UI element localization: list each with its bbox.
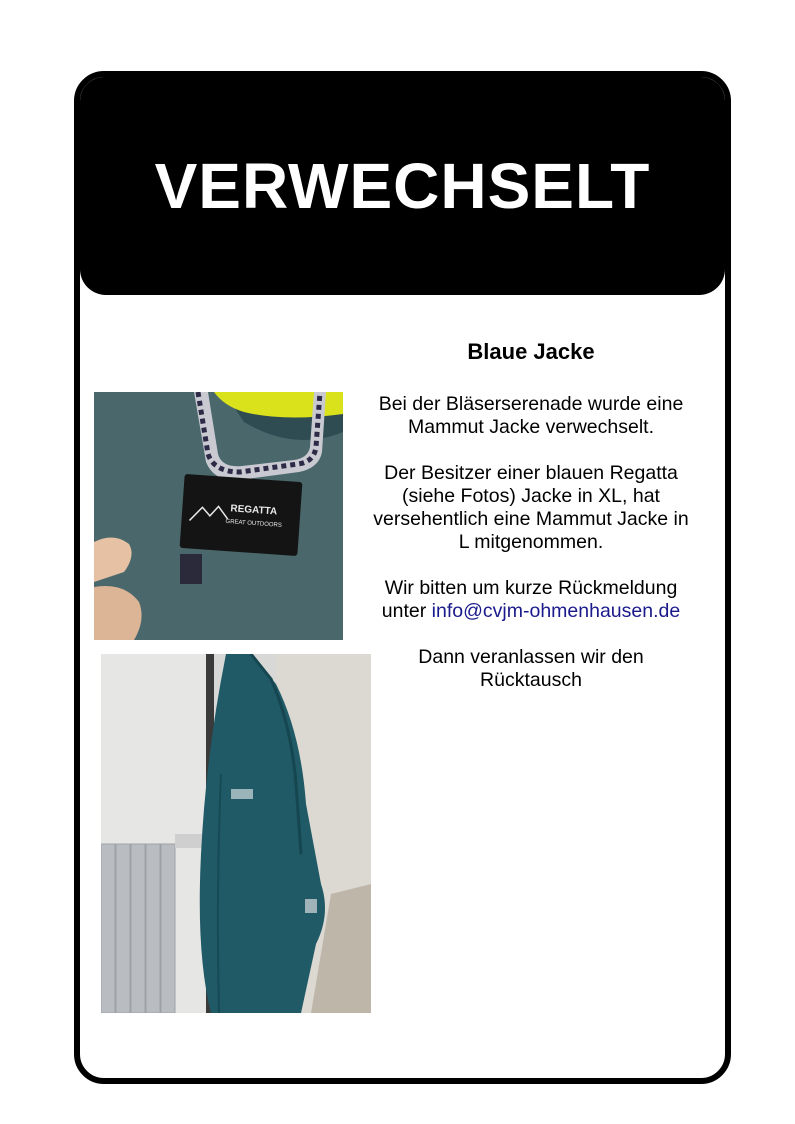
paragraph-closing: Dann veranlassen wir den Rücktausch xyxy=(418,646,644,691)
hanging-jacket-photo xyxy=(101,654,371,1013)
paragraph-contact xyxy=(366,577,696,623)
paragraph-intro: Bei der Bläserserenade wurde eine Mammut Jacke verwechselt. xyxy=(378,393,684,438)
page-title: VERWECHSELT xyxy=(154,150,651,222)
contact-text: Wir bitten um kurze Rückmeldung unter xyxy=(381,577,678,622)
email-link[interactable]: info@cvjm-ohmenhausen.de xyxy=(431,600,681,622)
notice-text xyxy=(366,338,696,715)
paragraph-description: Der Besitzer einer blauen Regatta (siehe Fotos) Jacke in XL, hat versehentlich eine Mammut Jacke in L mitgenommen. xyxy=(373,462,689,553)
header-banner xyxy=(80,77,725,295)
regatta-logo-subtext: GREAT OUTDOORS xyxy=(225,518,283,529)
jacket-label-photo xyxy=(94,392,343,640)
item-heading: Blaue Jacke xyxy=(467,339,595,364)
regatta-logo-text: REGATTA xyxy=(230,503,278,518)
